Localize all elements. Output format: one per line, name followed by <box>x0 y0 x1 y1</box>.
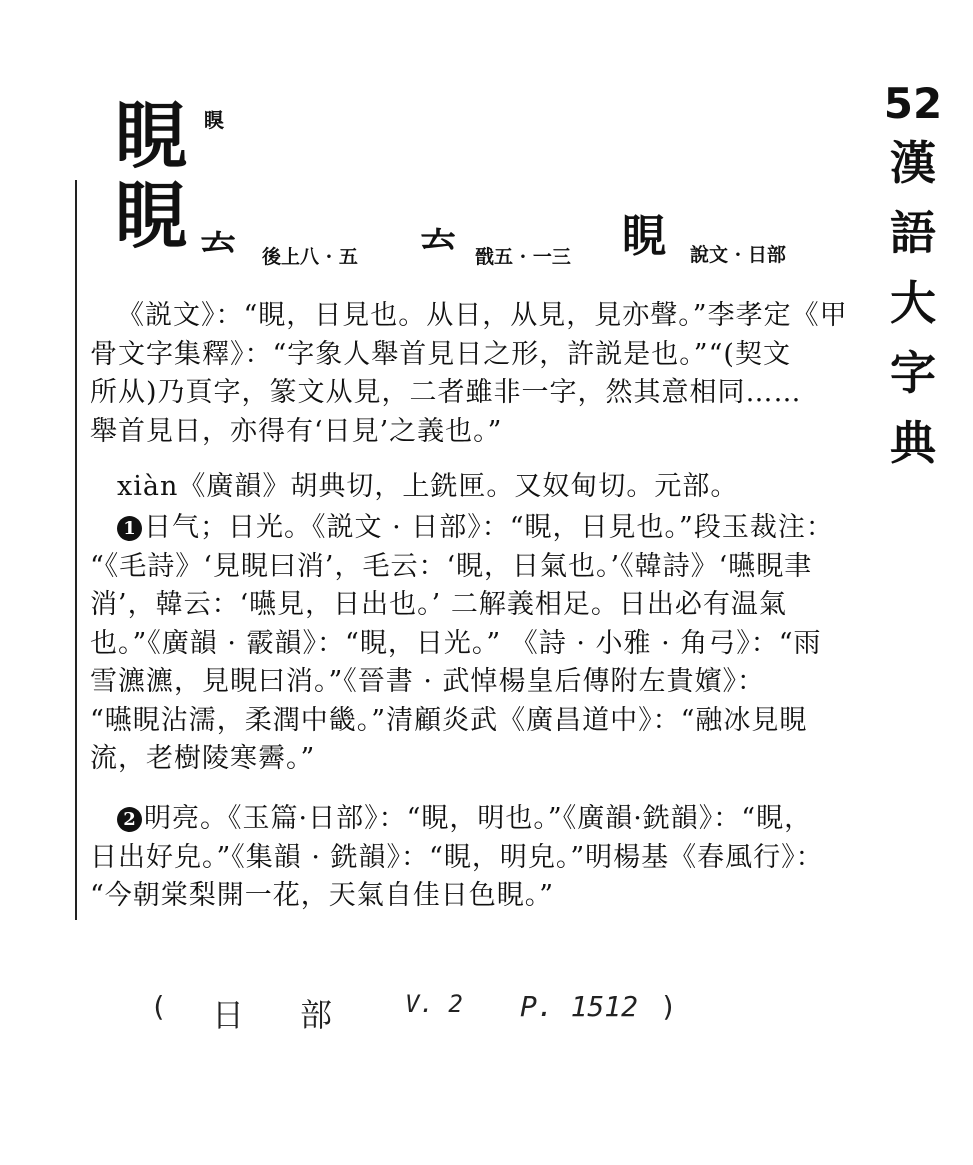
form-caption-1: 後上八 · 五 <box>262 246 358 268</box>
form-caption-2: 戩五 · 一三 <box>475 246 571 268</box>
title-char: 大 <box>890 276 936 330</box>
sense-1 <box>90 509 860 779</box>
pronunciation-line: xiàn《廣韻》胡典切，上銑匣。又奴甸切。元部。 <box>117 471 739 502</box>
reading-paragraph <box>90 468 860 507</box>
oracle-bone-form-1: 𠫓 <box>200 222 237 264</box>
text-line: 日出好皃。”《集韻 · 銑韻》：“睍，明皃。”明楊基《春風行》： <box>90 841 824 873</box>
footer-page: P. 1512 <box>520 990 639 1023</box>
sense-2 <box>90 800 860 916</box>
headword-note: 瞁 <box>204 108 224 132</box>
form-caption-3: 說文 · 日部 <box>690 244 786 266</box>
title-char: 語 <box>890 206 936 260</box>
text-line: 雪瀌瀌，見睍曰消。”《晉書 · 武悼楊皇后傳附左貴嬪》： <box>90 666 766 697</box>
footer-radical-1: 日 <box>212 996 245 1034</box>
text-line <box>90 509 860 548</box>
footer-volume: V. 2 <box>405 990 463 1018</box>
text-line <box>90 800 860 839</box>
title-char: 字 <box>890 346 936 400</box>
sense-text: 明亮。《玉篇·日部》：“睍，明也。”《廣韻·銑韻》：“睍， <box>144 803 813 834</box>
footer-open-paren: ( <box>150 990 167 1023</box>
text-line: “《毛詩》‘見睍曰消’，毛云：‘睍，日氣也。’《韓詩》‘曣睍聿 <box>90 550 813 582</box>
text-line: 骨文字集釋》：“字象人舉首見日之形，許説是也。”“(契文 <box>90 338 791 370</box>
sense-text: 日气；日光。《説文 · 日部》：“睍，日見也。”段玉裁注： <box>144 512 834 543</box>
footer-close-paren: ) <box>660 990 677 1023</box>
text-line: “曣睍沾濡，柔潤中畿。”清顧炎武《廣昌道中》：“融冰見睍 <box>90 704 808 736</box>
text-line: 也。”《廣韻 · 霰韻》：“睍，日光。” 《詩 · 小雅 · 角弓》：“雨 <box>90 627 822 659</box>
oracle-bone-form-2: 𠫓 <box>420 219 457 261</box>
text-line: “今朝棠梨開一花，天氣自佳日色睍。” <box>90 880 555 911</box>
margin-rule <box>75 180 77 920</box>
book-title-vertical <box>883 80 943 478</box>
title-char: 漢 <box>890 136 936 190</box>
seal-script-form: 睍 <box>622 211 666 262</box>
headword-character: 睍 <box>115 93 188 178</box>
text-line: 消’，韓云：‘曣見，日出也。’ 二解義相足。日出必有温氣 <box>90 589 787 620</box>
headword-variant: 睍 <box>115 173 188 258</box>
text-line: 舉首見日，亦得有‘日見’之義也。” <box>90 415 503 447</box>
sense-number-1: 1 <box>117 516 142 541</box>
sense-number-2: 2 <box>117 807 142 832</box>
title-char: 典 <box>890 416 936 470</box>
footer-radical-2: 部 <box>300 996 333 1034</box>
text-line: 流，老樹陵寒霽。” <box>90 743 316 774</box>
handwritten-reference <box>150 990 710 1040</box>
text-line: 《説文》：“睍，日見也。从日，从見，見亦聲。”李孝定《甲 <box>117 300 848 331</box>
volume-number: 52 <box>883 79 943 128</box>
citation-paragraph <box>90 297 860 451</box>
text-line: 所从)乃頁字，篆文从見，二者雖非一字，然其意相同…… <box>90 377 802 408</box>
